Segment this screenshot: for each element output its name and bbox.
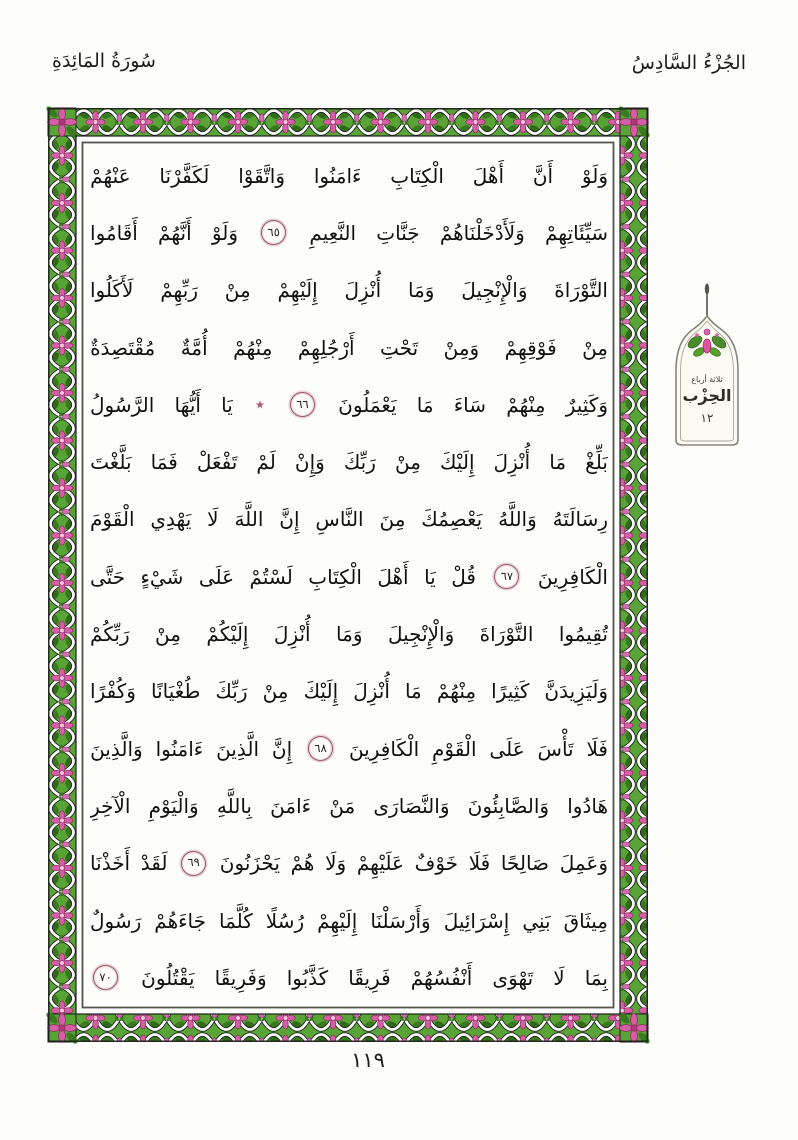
quran-word: الْكِتَابِ	[390, 163, 444, 188]
quran-word: وَعَمِلَ	[559, 851, 608, 876]
quran-word: وَاللَّهُ	[498, 507, 537, 532]
hizb-marker-medallion	[666, 280, 748, 448]
ayah-end-marker: ٦٦	[290, 392, 315, 417]
mushaf-line	[90, 835, 608, 892]
quran-word: رَبِّهِمْ	[160, 278, 198, 303]
quran-word: وَالْإِنْجِيلَ	[461, 278, 528, 303]
page-number: ١١٩	[351, 1048, 385, 1072]
quran-word: وَكُفْرًا	[90, 679, 136, 704]
quran-word: جَنَّاتِ	[376, 220, 420, 245]
quran-word: وَلَوْ	[211, 220, 238, 245]
quran-word: رَسُولٌ	[90, 908, 142, 933]
quran-word: الْكَافِرِينَ	[537, 564, 608, 589]
quran-word: وَلَوْ	[581, 163, 608, 188]
quran-word: التَّوْرَاةَ	[554, 278, 608, 303]
quran-word: أَهْلَ	[472, 163, 504, 188]
quran-word: أُنْزِلَ	[353, 679, 390, 704]
quran-word: فَوْقِهِمْ	[504, 335, 557, 360]
quran-word: عَنْهُمْ	[90, 163, 131, 188]
mushaf-line	[90, 262, 608, 319]
quran-word: الْآخِرِ	[90, 793, 131, 818]
quran-word: أُنْزِلَ	[273, 622, 311, 647]
quran-word: أَيُّهَا	[174, 392, 201, 417]
ayah-end-marker: ٦٥	[261, 220, 286, 245]
quran-word: صَالِحًا	[500, 851, 550, 876]
quran-word: خَوْفٌ	[414, 851, 459, 876]
quran-word: مِنْهُمْ	[506, 392, 546, 417]
quran-word: مِنْهُمْ	[233, 335, 273, 360]
quran-word: مَا	[416, 392, 434, 417]
quran-word: بِاللَّهِ	[216, 793, 252, 818]
ayah-end-marker: ٦٧	[494, 564, 519, 589]
quran-word: بَلَّغْتَ	[90, 450, 132, 475]
quran-word: النَّعِيمِ	[309, 220, 357, 245]
quran-word: إِنَّ	[271, 736, 293, 761]
mushaf-line	[90, 949, 608, 1006]
mushaf-line	[90, 777, 608, 834]
quran-word: مِنْ	[582, 335, 608, 360]
quran-word: مِيثَاقَ	[563, 908, 608, 933]
mushaf-line	[90, 491, 608, 548]
quran-word: مِنْ	[262, 679, 289, 704]
quran-word: تَهْوَى	[492, 965, 534, 990]
mushaf-line	[90, 663, 608, 720]
quran-word: لَأَكَلُوا	[90, 278, 134, 303]
quran-word: جَاءَهُمْ	[154, 908, 206, 933]
quran-word: إِلَيْكَ	[439, 450, 475, 475]
quran-word: الْقَوْمَ	[90, 507, 135, 532]
mushaf-line	[90, 376, 608, 433]
quran-word: مُقْتَصِدَةٌ	[90, 335, 156, 360]
quran-word: التَّوْرَاةَ	[479, 622, 534, 647]
quran-word: فَلَا	[586, 736, 608, 761]
quran-word: يَعْمَلُونَ	[338, 392, 397, 417]
quran-word: رِسَالَتَهُ	[552, 507, 608, 532]
quran-word: عَلَى	[198, 564, 235, 589]
mushaf-line	[90, 720, 608, 777]
quran-word: أَنْفُسُهُمْ	[410, 965, 473, 990]
hizb-title: الحِزْب	[682, 386, 732, 405]
quran-word: لَقَدْ	[140, 851, 168, 876]
quran-word: إِلَيْهِمْ	[277, 278, 318, 303]
quran-word: مِنْ	[394, 450, 421, 475]
quran-word: مِنْ	[155, 622, 181, 647]
quran-word: مَنْ	[329, 793, 356, 818]
quran-word: عَلَيْهِمْ	[356, 851, 404, 876]
quran-word: لَسْتُمْ	[249, 564, 293, 589]
quran-word: وَأَرْسَلْنَا	[370, 908, 431, 933]
quran-word: رَبِّكُمْ	[90, 622, 130, 647]
hizb-fraction-label: ثلاثة أرباع	[691, 375, 723, 384]
quran-word: وَإِنْ	[294, 450, 325, 475]
mushaf-text-block	[90, 147, 608, 1007]
quran-word: وَالْيَوْمِ	[148, 793, 199, 818]
mushaf-line	[90, 605, 608, 662]
quran-word: لَمْ	[256, 450, 276, 475]
mushaf-line	[90, 433, 608, 490]
quran-word: فَرِيقًا	[348, 965, 391, 990]
quran-word: يَحْزَنُونَ	[219, 851, 280, 876]
quran-word: وَلَيَزِيدَنَّ	[544, 679, 608, 704]
quran-word: إِسْرَائِيلَ	[443, 908, 510, 933]
quran-word: وَفَرِيقًا	[214, 965, 267, 990]
quran-word: وَلَا	[325, 851, 347, 876]
quran-word: وَالنَّصَارَى	[373, 793, 450, 818]
quran-word: سَاءَ	[453, 392, 487, 417]
quran-word: الَّذِينَ	[216, 736, 260, 761]
quran-word: إِلَيْكَ	[303, 679, 339, 704]
mushaf-line	[90, 319, 608, 376]
quran-word: وَالصَّابِئُونَ	[467, 793, 550, 818]
quran-word: كَثِيرًا	[491, 679, 530, 704]
juz-header: الجُزْءُ السَّادِسُ	[631, 52, 746, 74]
quran-word: تَأْسَ	[537, 736, 574, 761]
quran-word: يَا	[424, 564, 436, 589]
mushaf-line	[90, 204, 608, 261]
quran-word: طُغْيَانًا	[151, 679, 201, 704]
quran-word: قُلْ	[451, 564, 476, 589]
quran-word: ءَامَنُوا	[155, 736, 204, 761]
quran-word: إِلَيْهِمْ	[317, 908, 358, 933]
quran-word: هُمْ	[290, 851, 315, 876]
quran-word: رُسُلًا	[265, 908, 305, 933]
quran-word: تَحْتِ	[380, 335, 419, 360]
quran-word: مِنَ	[379, 507, 406, 532]
quran-word: شَيْءٍ	[140, 564, 184, 589]
quran-word: مِنْ	[224, 278, 251, 303]
quran-word: أُمَّةٌ	[180, 335, 208, 360]
quran-word: الرَّسُولُ	[90, 392, 155, 417]
quran-word: سَيِّئَاتِهِمْ	[544, 220, 608, 245]
quran-word: بَلِّغْ	[585, 450, 608, 475]
quran-word: اللَّهَ	[234, 507, 264, 532]
quran-word: فَمَا	[150, 450, 178, 475]
quran-word: بِمَا	[584, 965, 608, 990]
quran-word: لَكَفَّرْنَا	[159, 163, 210, 188]
quran-word: تَفْعَلْ	[196, 450, 238, 475]
hizb-number: ١٢	[700, 411, 714, 425]
ayah-end-marker: ٦٩	[181, 851, 206, 876]
quran-word: تُقِيمُوا	[558, 622, 608, 647]
quran-word: بَنِي	[522, 908, 551, 933]
quran-word: وَلَأَدْخَلْنَاهُمْ	[439, 220, 525, 245]
quran-word: وَكَثِيرٌ	[565, 392, 608, 417]
ayah-end-marker: ٦٨	[308, 736, 333, 761]
quran-word: وَالْإِنْجِيلَ	[387, 622, 455, 647]
quran-word: وَمَا	[336, 622, 363, 647]
quran-word: ءَامَنَ	[270, 793, 312, 818]
quran-word: النَّاسِ	[315, 507, 364, 532]
quran-word: لَا	[207, 507, 219, 532]
quran-word: فَلَا	[468, 851, 491, 876]
mushaf-line	[90, 147, 608, 204]
quran-word: يَقْتُلُونَ	[141, 965, 195, 990]
quran-word: وَاتَّقَوْا	[238, 163, 285, 188]
quran-word: رَبِّكَ	[343, 450, 376, 475]
quran-word: وَمَا	[407, 278, 435, 303]
quran-word: لَا	[553, 965, 565, 990]
quran-word: هَادُوا	[567, 793, 608, 818]
quran-word: أَخَذْنَا	[90, 851, 131, 876]
quran-word: أَقَامُوا	[90, 220, 138, 245]
quran-word: إِلَيْكُمْ	[206, 622, 249, 647]
quran-word: أَرْجُلِهِمْ	[297, 335, 355, 360]
surah-header: سُورَةُ المَائِدَةِ	[52, 50, 156, 72]
mushaf-line	[90, 548, 608, 605]
rub-el-hizb-icon: ٭	[254, 393, 265, 415]
quran-word: وَمِنْ	[443, 335, 480, 360]
quran-word: يَعْصِمُكَ	[421, 507, 483, 532]
quran-word: أُنْزِلَ	[493, 450, 531, 475]
quran-word: يَهْدِي	[150, 507, 192, 532]
quran-word: أَهْلَ	[377, 564, 409, 589]
quran-word: مِنْهُمْ	[436, 679, 477, 704]
quran-word: رَبِّكَ	[215, 679, 248, 704]
quran-word: كُلَّمَا	[218, 908, 253, 933]
ayah-end-marker: ٧٠	[93, 965, 118, 990]
quran-word: مَا	[404, 679, 422, 704]
quran-word: مَا	[549, 450, 567, 475]
quran-word: يَا	[221, 392, 233, 417]
quran-word: ءَامَنُوا	[313, 163, 362, 188]
quran-word: أَنَّ	[532, 163, 554, 188]
quran-word: الْكِتَابِ	[308, 564, 362, 589]
quran-word: الْقَوْمِ	[432, 736, 477, 761]
quran-word: إِنَّ	[279, 507, 300, 532]
mushaf-line	[90, 892, 608, 949]
quran-word: عَلَى	[489, 736, 525, 761]
quran-word: أَنَّهُمْ	[158, 220, 192, 245]
quran-word: كَذَّبُوا	[286, 965, 329, 990]
quran-word: وَالَّذِينَ	[90, 736, 143, 761]
quran-word: أُنْزِلَ	[344, 278, 382, 303]
quran-word: حَتَّى	[90, 564, 126, 589]
quran-word: الْكَافِرِينَ	[348, 736, 420, 761]
